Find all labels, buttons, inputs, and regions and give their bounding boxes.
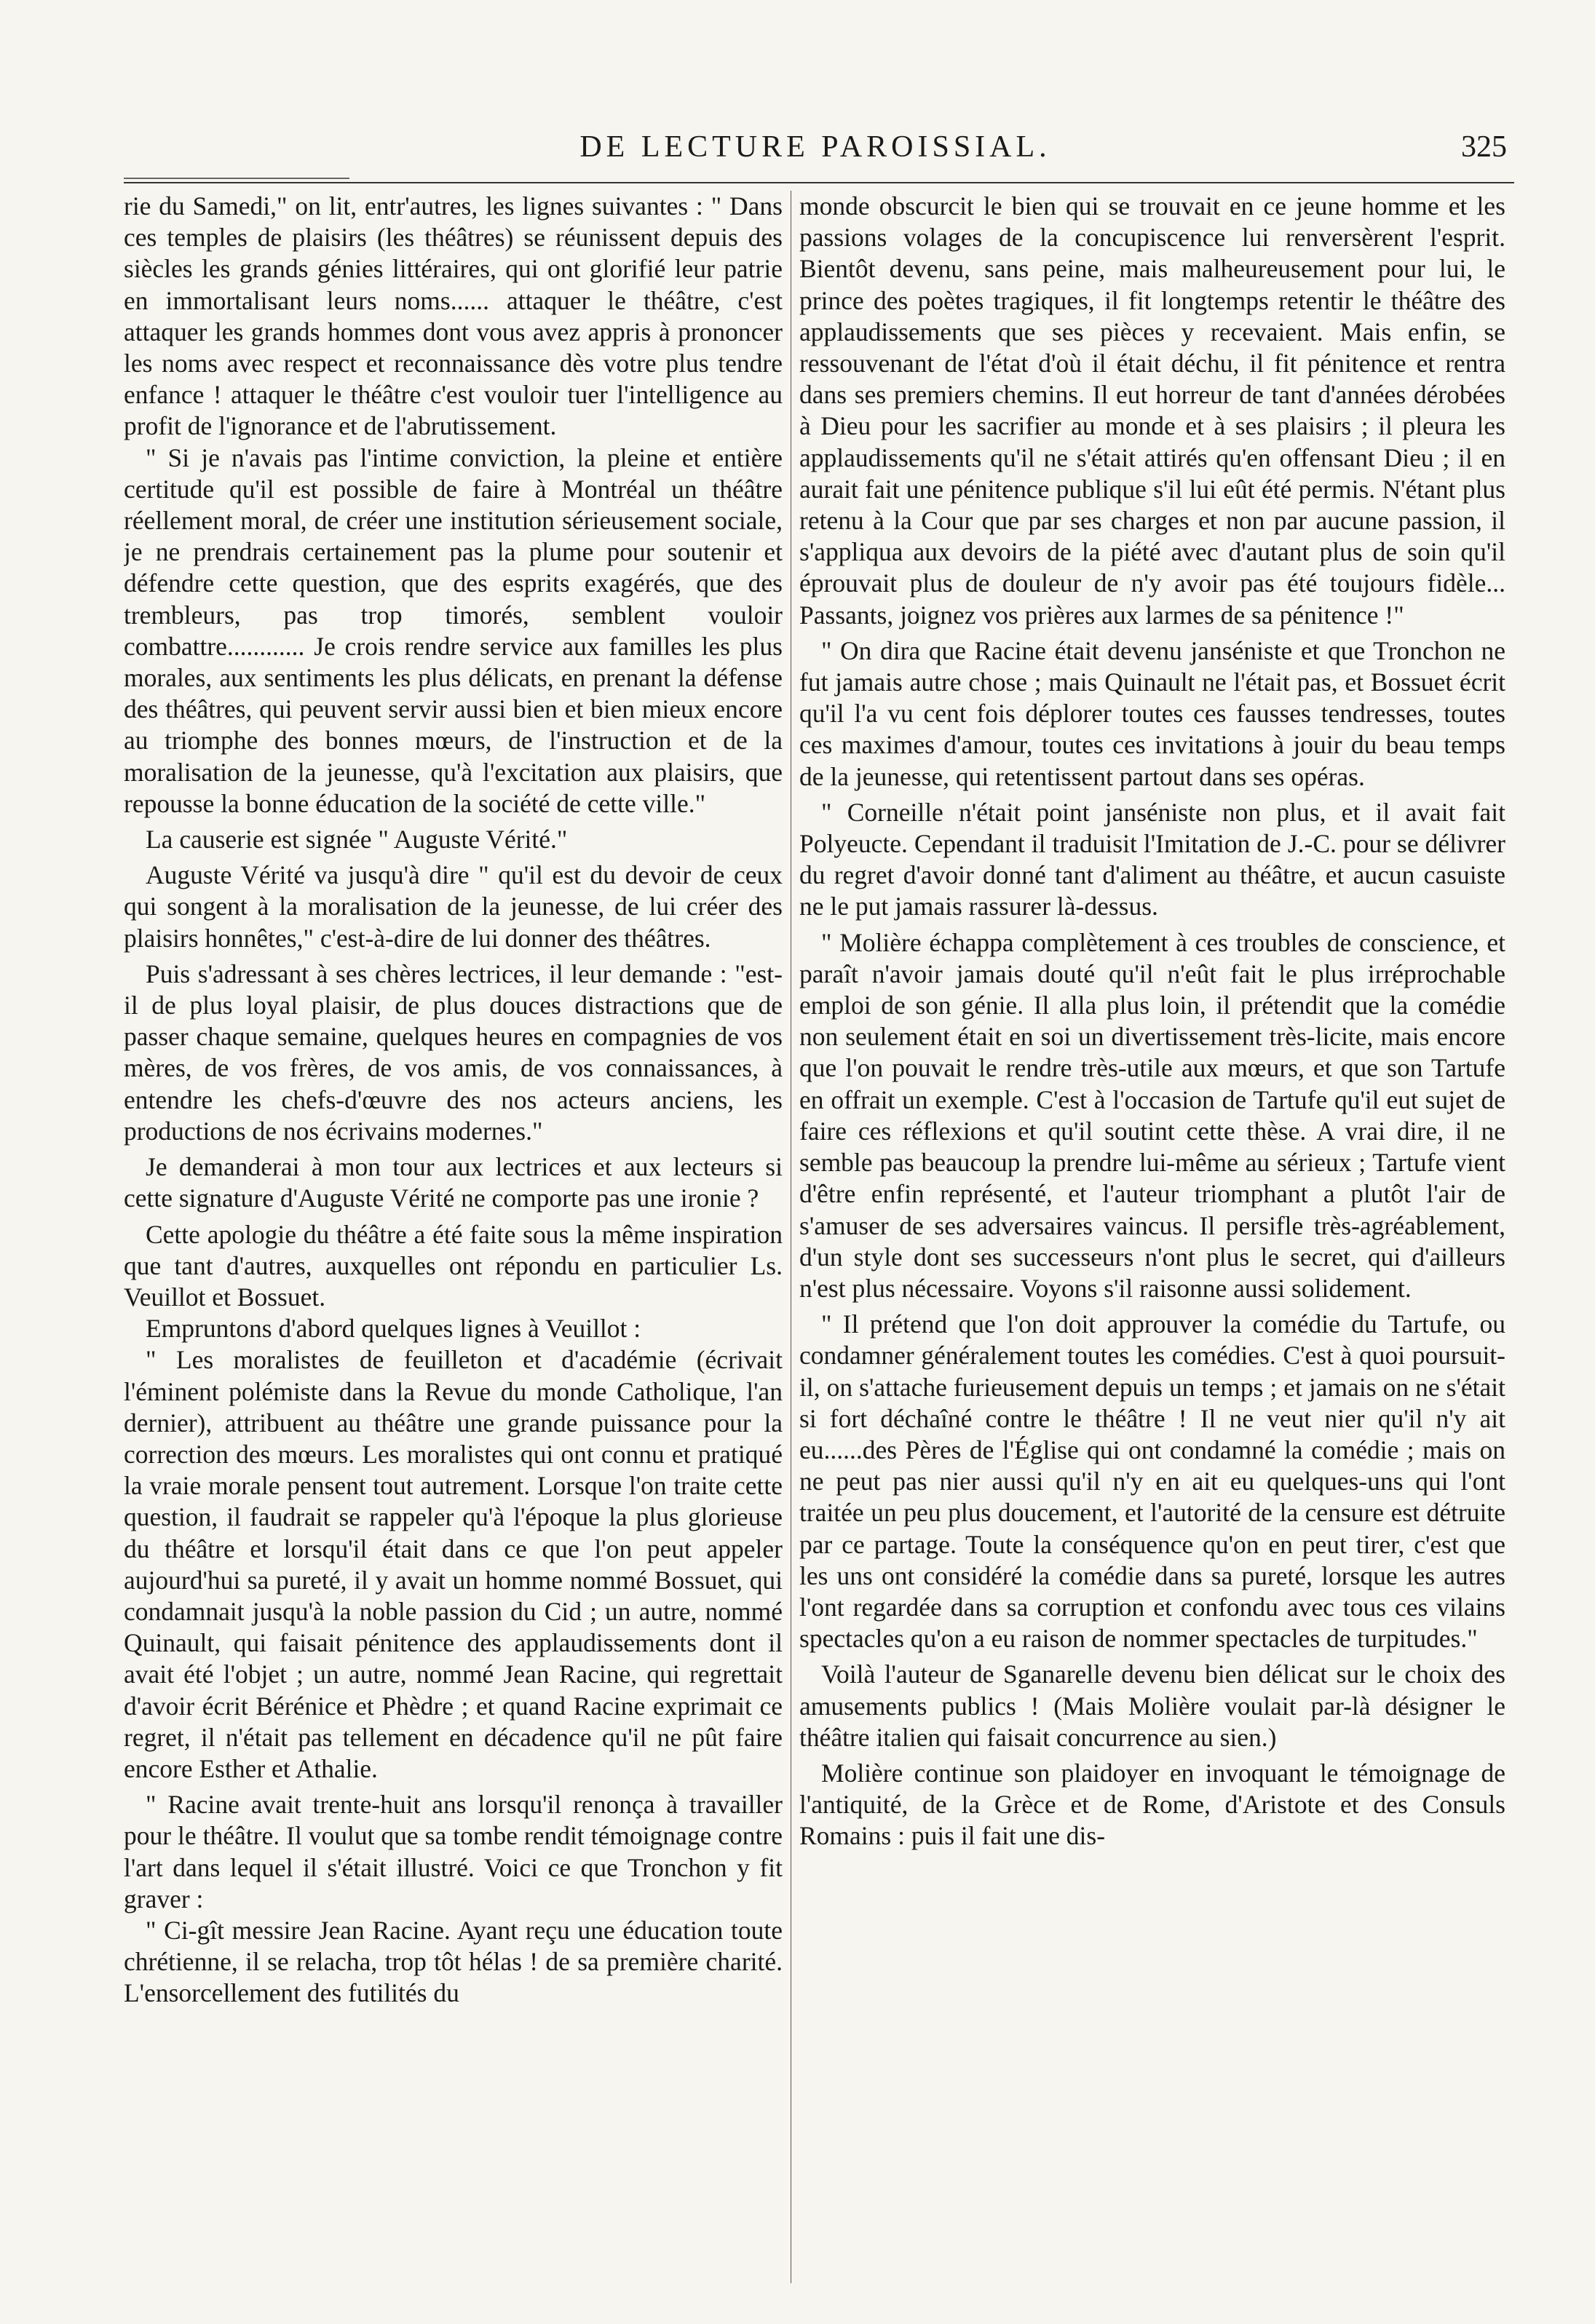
paragraph: Auguste Vérité va jusqu'à dire " qu'il est du devoir de ceux qui songent à la moralisation de la jeunesse, de lui créer des plaisirs honnêtes," c'est-à-dire de lui donner des théâtres. — [124, 860, 783, 953]
paragraph: Je demanderai à mon tour aux lectrices et aux lecteurs si cette signature d'Auguste Vérité ne comporte pas une ironie ? — [124, 1152, 783, 1213]
right-column — [799, 191, 1505, 2287]
paragraph: La causerie est signée " Auguste Vérité." — [146, 825, 568, 854]
paragraph: " Molière échappa complètement à ces troubles de conscience, et paraît n'avoir jamais douté qu'il n'eût fait le plus irréprochable emploi de son génie. Il alla plus loin, il prétendit que la comédie non seulement était en soi un divertissement très-licite, mais encore que l'on pouvait le rendre très-utile aux mœurs, et que son Tartufe en offrait un exemple. C'est à l'occasion de Tartufe qu'il eut sujet de faire ces réflexions et qu'il soutint cette thèse. A vrai dire, il ne semble pas beaucoup la prendre lui-même au sérieux ; Tartufe vient d'être enfin représenté, et l'auteur triomphant a plutôt l'air de s'amuser de ses adversaires vaincus. Il persifle très-agréablement, d'un style dont ses successeurs n'ont plus le secret, qui d'ailleurs n'est plus nécessaire. Voyons s'il raisonne aussi solidement. — [799, 927, 1505, 1303]
paragraph: Cette apologie du théâtre a été faite sous la même inspiration que tant d'autres, auxquelles ont répondu en particulier Ls. Veuillot et Bossuet. — [124, 1219, 783, 1312]
paragraph: " Ci-gît messire Jean Racine. Ayant reçu une éducation toute chrétienne, il se relacha, trop tôt hélas ! de sa première charité. L'ensorcellement des futilités du — [124, 1915, 783, 2008]
paragraph: Molière continue son plaidoyer en invoquant le témoignage de l'antiquité, de la Grèce et de Rome, d'Aristote et des Consuls Romains : puis il fait une dis- — [799, 1758, 1505, 1851]
paragraph: " Racine avait trente-huit ans lorsqu'il renonça à travailler pour le théâtre. Il voulut que sa tombe rendit témoignage contre l'art dans lequel il s'était illustré. Voici ce que Tronchon y fit graver : — [124, 1790, 783, 1913]
paragraph: monde obscurcit le bien qui se trouvait en ce jeune homme et les passions volages de la concupiscence lui renversèrent l'esprit. Bientôt devenu, sans peine, mais malheureusement pour lui, le prince des poètes tragiques, il fit longtemps retentir le théâtre des applaudissements que ses pièces y recevaient. Mais enfin, se ressouvenant de l'état d'où il était déchu, il fit pénitence et rentra dans ses premiers chemins. Il eut horreur de tant d'années dérobées à Dieu pour les sacrifier au monde et à ses plaisirs ; il pleura les applaudissements qu'il ne s'était attirés qu'en offensant Dieu ; il en aurait fait une pénitence publique s'il lui eût été permis. N'étant plus retenu à la Cour que par ses charges et non par aucune passion, il s'appliqua aux devoirs de la piété avec d'autant plus de soin qu'il éprouvait plus de douleur de n'y avoir pas été toujours fidèle... Passants, joignez vos prières aux larmes de sa pénitence !" — [799, 191, 1505, 630]
paragraph: rie du Samedi," on lit, entr'autres, les lignes suivantes : " Dans ces temples de plaisirs (les théâtres) se réunissent depuis des siècles les grands génies littéraires, qui ont glorifié leur patrie en immortalisant leurs noms...... attaquer le théâtre, c'est attaquer les grands hommes dont vous avez appris à prononcer les noms avec respect et reconnaissance dès votre plus tendre enfance ! attaquer le théâtre c'est vouloir tuer l'intelligence au profit de l'ignorance et de l'abrutissement. — [124, 191, 783, 441]
paragraph: " Si je n'avais pas l'intime conviction, la pleine et entière certitude qu'il est possible de faire à Montréal un théâtre réellement moral, de créer une institution sérieusement sociale, je ne prendrais certainement pas la plume pour soutenir et défendre cette question, que des esprits exagérés, que des trembleurs, pas trop timorés, semblent vouloir combattre............ Je crois rendre service aux familles les plus morales, aux sentiments les plus délicats, en prenant la défense des théâtres, qui peuvent servir aussi bien et bien mieux encore au triomphe des bonnes mœurs, de l'instruction et de la moralisation de la jeunesse, qu'à l'excitation aux plaisirs, que repousse la bonne éducation de la société de cette ville." — [124, 443, 783, 818]
paragraph: " Corneille n'était point janséniste non plus, et il avait fait Polyeucte. Cependant il traduisit l'Imitation de J.-C. pour se délivrer du regret d'avoir donné tant d'aliment au théâtre, et aucun casuiste ne le put jamais rassurer là-dessus. — [799, 797, 1505, 921]
paragraph: " Il prétend que l'on doit approuver la comédie du Tartufe, ou condamner généralement toutes les comédies. C'est à quoi poursuit-il, on s'attache furieusement depuis un temps ; et jamais on ne s'était si fort déchaîné contre le théâtre ! Il ne veut nier qu'il n'y ait eu......des Pères de l'Église qui ont condamné la comédie ; mais on ne peut pas nier aussi qu'il n'y en ait eu quelques-uns qui l'ont traitée un peu plus doucement, et l'autorité de la censure est détruite par ce partage. Toute la conséquence qu'on en peut tirer, c'est que les uns ont considéré la comédie dans sa pureté, lorsque les autres l'ont regardée dans sa corruption et confondu avec tous ces vilains spectacles qu'on a eu raison de nommer spectacles de turpitudes." — [799, 1309, 1505, 1654]
page-number: 325 — [1461, 130, 1507, 164]
left-column — [124, 191, 783, 2287]
page-header — [124, 130, 1507, 173]
paragraph: " On dira que Racine était devenu janséniste et que Tronchon ne fut jamais autre chose ; mais Quinault ne l'était pas, et Bossuet écrit qu'il l'a vu cent fois déplorer toutes ces fausses tendresses, toutes ces maximes d'amour, toutes ces invitations à jouir du beau temps de la jeunesse, qui retentissent partout dans ses opéras. — [799, 635, 1505, 791]
header-rule — [124, 182, 1514, 183]
running-title: DE LECTURE PAROISSIAL. — [579, 130, 1051, 164]
paragraph: " Les moralistes de feuilleton et d'académie (écrivait l'éminent polémiste dans la Revue du monde Catholique, l'an dernier), attribuent au théâtre une grande puissance pour la correction des mœurs. Les moralistes qui ont connu et pratiqué la vraie morale pensent tout autrement. Lorsque l'on traite cette question, il faudrait se rappeler qu'à l'époque la plus glorieuse du théâtre et lorsqu'il était dans ce que l'on peut appeler aujourd'hui sa pureté, il y avait un homme nommé Bossuet, qui condamnait jusqu'à la noble passion du Cid ; un autre, nommé Quinault, qui faisait pénitence des applaudissements dont il avait été l'objet ; un autre, nommé Jean Racine, qui regrettait d'avoir écrit Bérénice et Phèdre ; et quand Racine exprimait ce regret, il n'était pas tellement en décadence qu'il ne pût faire encore Esther et Athalie. — [124, 1345, 783, 1783]
paragraph: Puis s'adressant à ses chères lectrices, il leur demande : "est-il de plus loyal plaisir, de plus douces distractions que de passer chaque semaine, quelques heures en compagnies de vos mères, de vos frères, de vos amis, de vos connaissances, à entendre les chefs-d'œuvre des nos acteurs anciens, les productions de nos écrivains modernes." — [124, 959, 783, 1146]
header-accent-rule — [124, 178, 349, 179]
paragraph: Empruntons d'abord quelques lignes à Veuillot : — [146, 1314, 641, 1344]
paragraph: Voilà l'auteur de Sganarelle devenu bien délicat sur le choix des amusements publics ! (Mais Molière voulait par-là désigner le théâtre italien qui faisait concurrence au sien.) — [799, 1659, 1505, 1752]
